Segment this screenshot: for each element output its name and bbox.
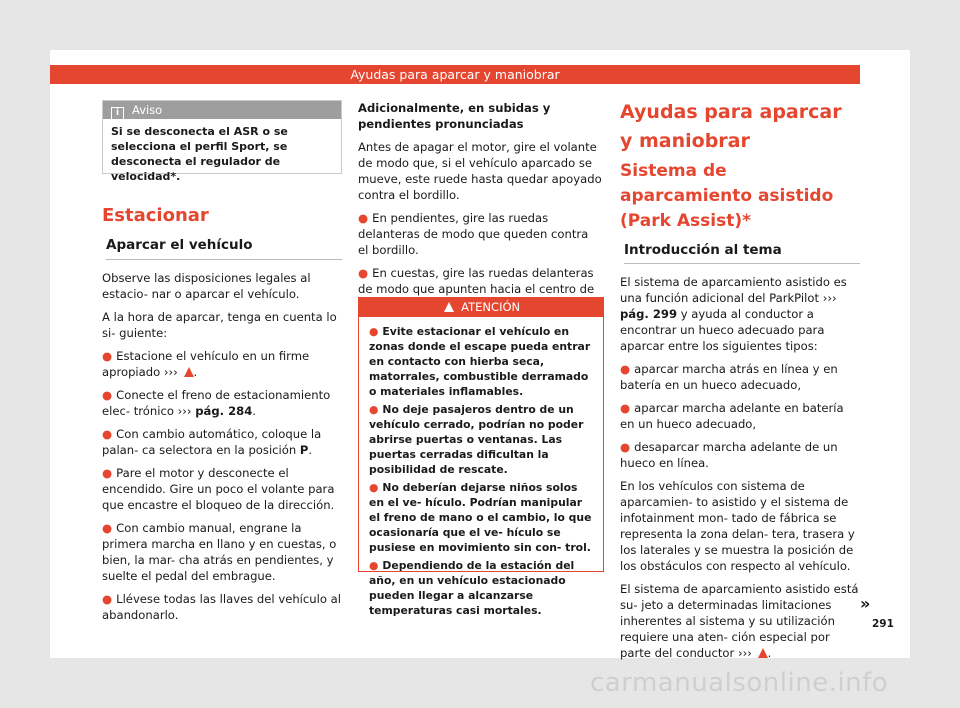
paragraph: El sistema de aparcamiento asistido está su- jeto a determinadas limitaciones inherentes al sistema y su utilización requiere una aten- ción especial por parte del conductor ››› . (620, 582, 859, 660)
warning-label: ATENCIÓN (461, 300, 521, 314)
page-number: 291 (872, 618, 894, 630)
warning-triangle-icon (184, 367, 194, 377)
list-item: ● En pendientes, gire las ruedas delanteras de modo que queden contra el bordillo. (358, 211, 589, 257)
continue-arrow-icon: » (860, 594, 871, 613)
column-right (620, 98, 860, 668)
warning-triangle-icon (444, 302, 454, 312)
paragraph: A la hora de aparcar, tenga en cuenta lo si- guiente: (102, 310, 337, 340)
section-title: Sistema de aparcamiento asistido (Park Assist)* (620, 161, 834, 231)
warning-body (359, 317, 603, 618)
paragraph: En los vehículos con sistema de aparcamien- to asistido y el sistema de infotainment mon- tado de fábrica se representa la zona delan- tera, trasera y los laterales y se muestra la posición de los obstáculos con respecto al vehículo. (620, 479, 855, 573)
list-item: ● Con cambio manual, engrane la primera marcha en llano y en cuestas, o bien, la mar- cha atrás en pendientes, y suelte el pedal del embrague. (102, 521, 337, 583)
column-middle (358, 100, 602, 320)
list-item: ● Pare el motor y desconecte el encendido. Gire un poco el volante para que encastre el bloqueo de la dirección. (102, 466, 335, 512)
subsection-title: Aparcar el vehículo (106, 237, 342, 260)
page-link[interactable]: pág. 284 (195, 404, 253, 418)
chapter-title: Ayudas para aparcar y maniobrar (620, 101, 842, 152)
notice-text: Si se desconecta el ASR o se selecciona el perfil Sport, se desconecta el regulador de velocidad*. (111, 125, 288, 183)
notice-label: Aviso (132, 103, 163, 117)
list-item: ● aparcar marcha atrás en línea y en batería en un hueco adecuado, (620, 362, 838, 392)
info-icon: i (111, 107, 124, 120)
list-item: ● Llévese todas las llaves del vehículo al abandonarlo. (102, 592, 341, 622)
warning-item: ● Dependiendo de la estación del año, en un vehículo estacionado pueden llegar a alcanzarse temperaturas casi mortales. (369, 559, 575, 617)
column-left (102, 205, 342, 630)
list-item: ● Conecte el freno de estacionamiento elec- trónico ››› pág. 284. (102, 388, 331, 418)
section-title: Estacionar (102, 205, 209, 226)
cross-ref-arrows: ››› (163, 365, 178, 379)
page-link[interactable]: pág. 299 (620, 307, 678, 321)
list-item: ● Con cambio automático, coloque la palan- ca selectora en la posición P. (102, 427, 322, 457)
notice-box (102, 100, 342, 183)
cross-ref-arrows: ››› (177, 404, 192, 418)
cross-ref-arrows: ››› (822, 291, 837, 305)
warning-item: ● Evite estacionar el vehículo en zonas donde el escape pueda entrar en contacto con hierba seca, matorrales, combustible derramado o materiales inflamables. (369, 325, 591, 398)
paragraph-heading: Adicionalmente, en subidas y pendientes pronunciadas (358, 101, 551, 131)
list-item: ● Estacione el vehículo en un firme apropiado ››› . (102, 349, 310, 379)
running-header: Ayudas para aparcar y maniobrar (50, 65, 860, 84)
cross-ref-arrows: ››› (737, 646, 752, 660)
notice-header (103, 101, 341, 119)
list-item: ● aparcar marcha adelante en batería en un hueco adecuado, (620, 401, 844, 431)
warning-item: ● No deje pasajeros dentro de un vehículo cerrado, podrían no poder abrirse puertas o ventanas. Las puertas cerradas dificultan la posibilidad de rescate. (369, 403, 584, 476)
watermark: carmanualsonline.info (590, 668, 889, 698)
paragraph: El sistema de aparcamiento asistido es una función adicional del ParkPilot ››› pág. 299 y ayuda al conductor a encontrar un hueco adecuado para aparcar entre los siguientes tipos: (620, 275, 847, 353)
paragraph: Antes de apagar el motor, gire el volante de modo que, si el vehículo aparcado se mueve, este ruede hasta quedar apoyado contra el bordillo. (358, 140, 602, 202)
warning-triangle-icon (758, 648, 768, 658)
warning-header (359, 298, 603, 317)
warning-box (358, 297, 604, 617)
paragraph: Observe las disposiciones legales al estacio- nar o aparcar el vehículo. (102, 271, 311, 301)
warning-item: ● No deberían dejarse niños solos en el ve- hículo. Podrían manipular el freno de mano o el cambio, lo que ocasionaría que el ve- hículo se pusiese en movimiento sin con- trol. (369, 481, 592, 554)
list-item: ● desaparcar marcha adelante de un hueco en línea. (620, 440, 838, 470)
list-item: ● En cuestas, gire las ruedas delanteras de modo que apunten hacia el centro de (358, 266, 595, 296)
subsection-title: Introducción al tema (624, 242, 860, 264)
